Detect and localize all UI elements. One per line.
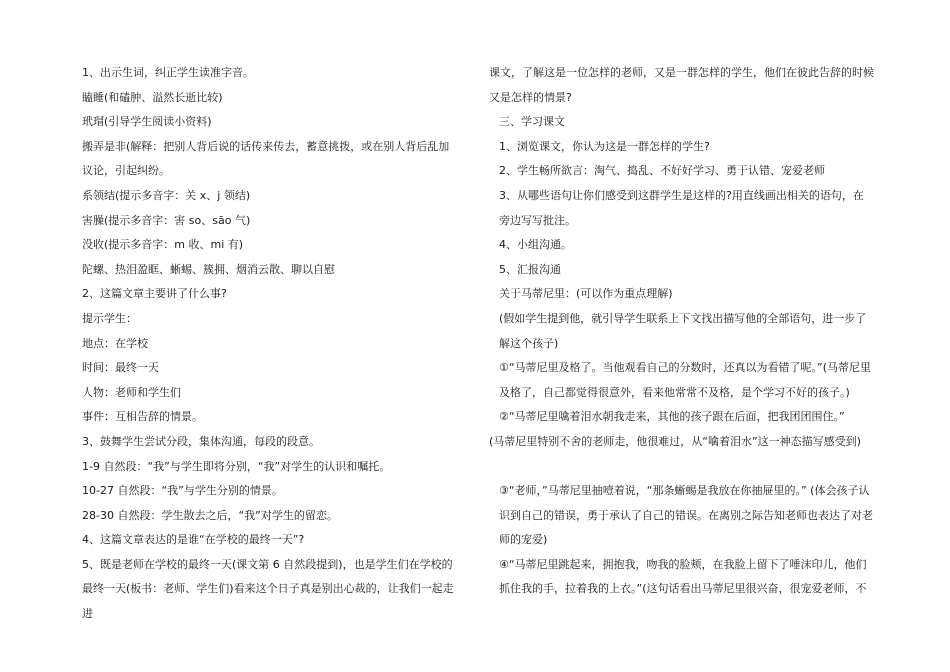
paragraph: 地点：在学校 [82,336,148,350]
paragraph: 1、出示生词，纠正学生读准字音。 [82,66,254,79]
paragraph: ③“老师，”马蒂尼里抽噎着说，“那条蜥蜴是我放在你抽屉里的。” (体会孩子认识到自己的错误，勇于承认了自己的错误。在离别之际告知老师也表达了对老师的宠爱) [499,484,873,547]
paragraph [489,455,874,480]
paragraph: 陀螺、热泪盈眶、蜥蜴、簇拥、烟消云散、聊以自慰 [82,262,335,276]
paragraph: (假如学生提到他，就引导学生联系上下文找出描写他的全部语句，进一步了解这个孩子) [499,311,867,350]
paragraph: 3、鼓舞学生尝试分段，集体沟通，每段的段意。 [82,434,320,448]
paragraph: 1、浏览课文，你认为这是一群怎样的学生? [499,139,710,153]
paragraph: 玳瑁(引导学生阅读小资料) [82,115,212,129]
paragraph: 关于马蒂尼里：(可以作为重点理解) [499,287,673,301]
paragraph: 提示学生： [82,311,137,325]
paragraph: 人物：老师和学生们 [82,385,181,399]
paragraph: 4、小组沟通。 [499,238,572,252]
paragraph: 害臊(提示多音字：害 so、sāo 气) [82,213,251,227]
left-column [72,61,456,627]
right-column [489,61,874,602]
paragraph: 1-9 自然段：“我”与学生即将分别，“我”对学生的认识和嘱托。 [82,459,391,473]
paragraph: 2、学生畅所欲言：淘气、捣乱、不好好学习、勇于认错、宠爱老师 [499,164,825,178]
paragraph: ①“马蒂尼里及格了。当他观看自己的分数时，还真以为看错了呢。”(马蒂尼里及格了，自己都觉得很意外，看来他常常不及格，是个学习不好的孩子。) [499,361,872,399]
paragraph: ②“马蒂尼里噙着泪水朝我走来，其他的孩子跟在后面，把我团团围住。” [499,410,845,424]
paragraph: 10-27 自然段：“我”与学生分别的情景。 [82,484,283,498]
paragraph: 3、从哪些语句让你们感受到这群学生是这样的?用直线画出相关的语句，在旁边写写批注。 [499,188,864,227]
paragraph: 事件：互相告辞的情景。 [82,410,203,424]
paragraph: 5、既是老师在学校的最终一天(课文第 6 自然段提到)，也是学生们在学校的最终一天(板书：老师、学生们)看来这个日子真是别出心裁的，让我们一起走进 [82,557,454,621]
paragraph: 没收(提示多音字：m 收、mi 有) [82,238,244,252]
paragraph: 三、学习课文 [499,115,565,129]
paragraph: 2、这篇文章主要讲了什么事? [82,287,227,301]
paragraph: 系领结(提示多音字：关 x、j 领结) [82,188,251,202]
paragraph: 4、这篇文章表达的是谁“在学校的最终一天”? [82,533,305,547]
paragraph: 28-30 自然段：学生散去之后，“我”对学生的留恋。 [82,508,338,522]
paragraph: ④“马蒂尼里跳起来，拥抱我，吻我的脸颊，在我脸上留下了唾沫印儿，他们抓住我的手，拉着我的上衣。”(这句话看出马蒂尼里很兴奋，很宠爱老师，不 [499,557,867,596]
paragraph: 5、汇报沟通 [499,262,561,276]
paragraph: 搬弄是非(解释：把别人背后说的话传来传去，蓄意挑拨，或在别人背后乱加议论，引起纠纷。 [82,139,450,178]
paragraph: 时间：最终一天 [82,361,159,375]
paragraph: 课文，了解这是一位怎样的老师，又是一群怎样的学生，他们在彼此告辞的时候又是怎样的情景? [489,66,874,104]
paragraph: (马蒂尼里特别不舍的老师走，他很难过，从“噙着泪水”这一神态描写感受到) [489,434,861,448]
paragraph: 瞌睡(和磕肿、溢然长逝比较) [82,90,223,104]
